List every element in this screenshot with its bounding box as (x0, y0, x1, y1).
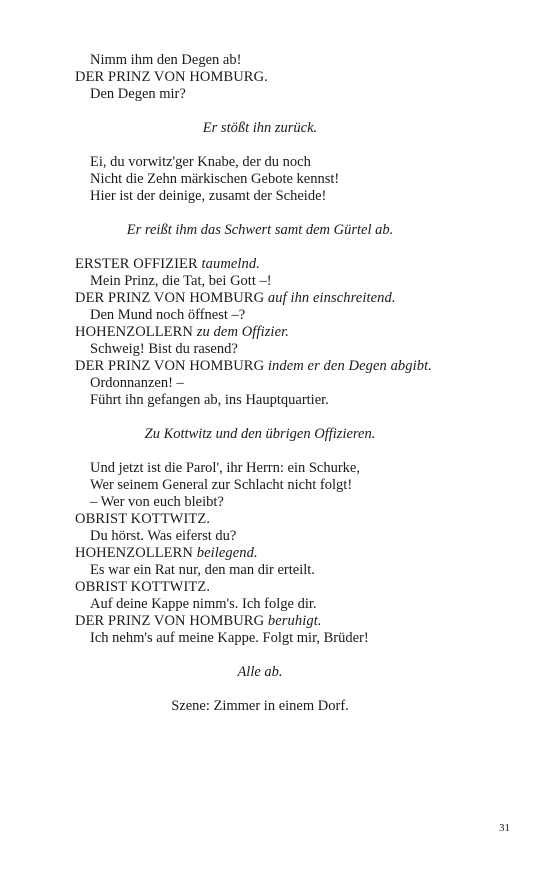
stage-direction: Er reißt ihm das Schwert samt dem Gürtel ab. (126, 222, 394, 238)
speaker-line (75, 545, 258, 562)
verse-line: Schweig! Bist du rasend? (90, 341, 238, 357)
speaker-name: DER PRINZ VON HOMBURG (75, 358, 265, 374)
speaker-name: OBRIST KOTTWITZ. (75, 511, 211, 527)
speaker-name: HOHENZOLLERN (75, 324, 193, 340)
verse-line: Ich nehm's auf meine Kappe. Folgt mir, Brüder! (90, 630, 369, 646)
speaker-name: HOHENZOLLERN (75, 545, 193, 561)
speaker-line (75, 290, 396, 307)
speaker-line (75, 256, 260, 273)
speaker-direction: taumelnd. (201, 256, 260, 272)
stage-direction: Alle ab. (237, 664, 283, 680)
speaker-name: DER PRINZ VON HOMBURG (75, 290, 265, 306)
verse-line: Du hörst. Was eiferst du? (90, 528, 237, 544)
speaker-name: DER PRINZ VON HOMBURG. (75, 69, 268, 85)
speaker-line (75, 613, 322, 630)
stage-direction: Zu Kottwitz und den übrigen Offizieren. (144, 426, 376, 442)
page-number: 31 (499, 822, 510, 834)
verse-line: Nicht die Zehn märkischen Gebote kennst! (90, 171, 340, 187)
speaker-direction: beilegend. (196, 545, 258, 561)
verse-line: Hier ist der deinige, zusamt der Scheide! (90, 188, 327, 204)
verse-line: Wer seinem General zur Schlacht nicht folgt! (90, 477, 353, 493)
verse-line: – Wer von euch bleibt? (90, 494, 224, 510)
verse-line: Auf deine Kappe nimm's. Ich folge dir. (90, 596, 317, 612)
verse-line: Ei, du vorwitz'ger Knabe, der du noch (90, 154, 311, 170)
verse-line: Es war ein Rat nur, den man dir erteilt. (90, 562, 315, 578)
verse-line: Ordonnanzen! – (90, 375, 184, 391)
verse-line: Den Mund noch öffnest –? (90, 307, 246, 323)
speaker-name: ERSTER OFFIZIER (75, 256, 198, 272)
speaker-line (75, 511, 210, 528)
speaker-line (75, 579, 210, 596)
speaker-direction: beruhigt. (267, 613, 322, 629)
speaker-direction: zu dem Offizier. (196, 324, 289, 340)
verse-line: Und jetzt ist die Parol', ihr Herrn: ein Schurke, (90, 460, 360, 476)
verse-line: Mein Prinz, die Tat, bei Gott –! (90, 273, 272, 289)
speaker-line (75, 69, 268, 86)
speaker-name: DER PRINZ VON HOMBURG (75, 613, 265, 629)
speaker-line (75, 358, 432, 375)
speaker-direction: auf ihn einschreitend. (267, 290, 396, 306)
speaker-line (75, 324, 289, 341)
scene-heading: Szene: Zimmer in einem Dorf. (171, 698, 349, 714)
verse-line: Nimm ihm den Degen ab! (90, 52, 242, 68)
speaker-direction: indem er den Degen abgibt. (267, 358, 432, 374)
verse-line: Den Degen mir? (90, 86, 186, 102)
stage-direction: Er stößt ihn zurück. (202, 120, 318, 136)
verse-line: Führt ihn gefangen ab, ins Hauptquartier. (90, 392, 329, 408)
speaker-name: OBRIST KOTTWITZ. (75, 579, 211, 595)
